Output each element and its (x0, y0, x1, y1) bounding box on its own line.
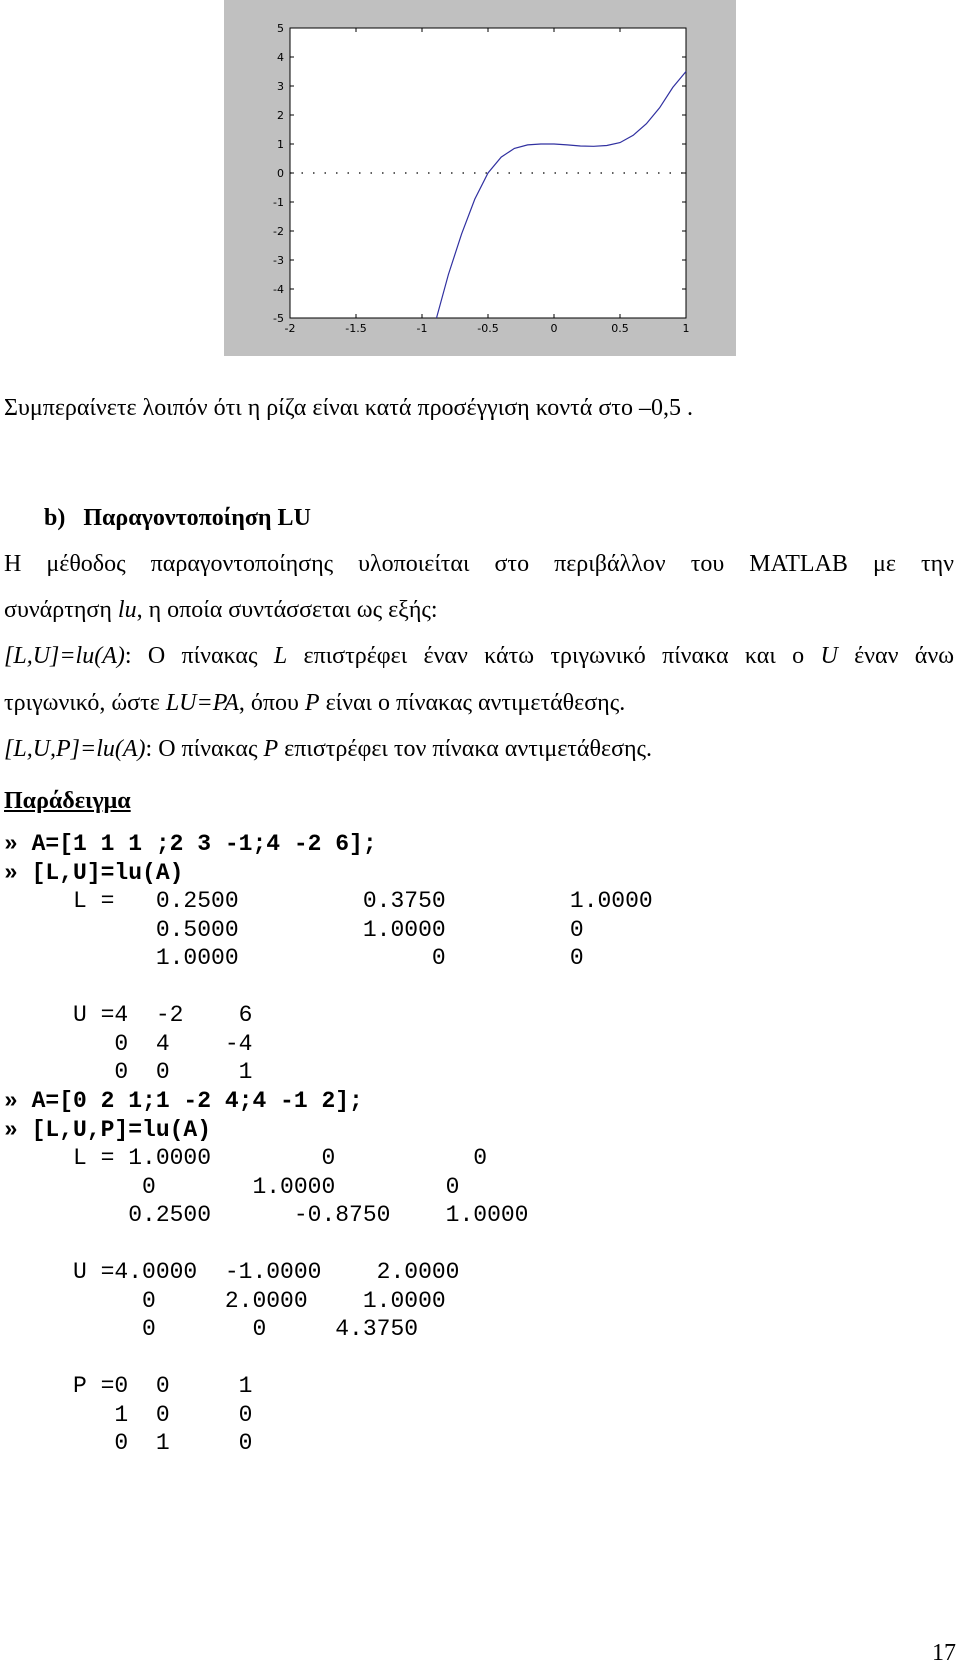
intro-2b: lu (117, 597, 137, 623)
y-tick-label: 5 (277, 22, 284, 35)
example-title: Παράδειγμα (4, 788, 131, 814)
intro-2c: , η οποία συντάσσεται ως εξής: (136, 597, 438, 623)
def1-b: : Ο πίνακας (124, 643, 274, 669)
y-tick-label: 3 (277, 80, 284, 93)
y-tick-label: 0 (277, 167, 284, 180)
y-tick-label: -5 (273, 312, 284, 325)
conclusion-text: Συμπεραίνετε λοιπόν ότι η ρίζα είναι κατά προσέγγιση κοντά στο –0,5 . (4, 395, 693, 421)
code-block-2 (4, 1087, 529, 1458)
def3-a: [L,U,P]=lu(A) (4, 736, 146, 762)
y-tick-label: 1 (277, 138, 284, 151)
output-lu: L = 0.2500 0.3750 1.0000 0.5000 1.0000 0 1.0000 0 0 U =4 -2 6 0 4 -4 0 0 1 (73, 888, 653, 1085)
x-tick-label: 1 (682, 322, 690, 335)
definition-line-1 (4, 637, 954, 675)
x-tick-label: -2 (284, 322, 296, 335)
def1-f: έναν άνω (837, 643, 955, 669)
x-tick-label: 0.5 (611, 322, 629, 335)
definition-line-2 (4, 684, 954, 722)
def3-d: επιστρέφει τον πίνακα αντιμετάθεσης. (278, 736, 653, 762)
section-label: b) (44, 505, 66, 531)
command-1: » A=[1 1 1 ;2 3 -1;4 -2 6]; (4, 831, 377, 857)
def2-b: LU=PA (165, 690, 239, 716)
def2-d: P (304, 690, 320, 716)
intro-line-1: Η μέθοδος παραγοντοποίησης υλοποιείται στο περιβάλλον του MATLAB με την (4, 551, 954, 577)
y-tick-label: -4 (273, 283, 284, 296)
command-4: » [L,U,P]=lu(A) (4, 1116, 212, 1143)
def3-b: : Ο πίνακας (145, 736, 264, 762)
x-tick-label: -1.5 (345, 322, 367, 335)
y-tick-label: -3 (273, 254, 284, 267)
x-tick-label: -0.5 (477, 322, 499, 335)
def2-c: , όπου (238, 690, 305, 716)
def1-a: [L,U]=lu(A) (4, 643, 125, 669)
output-lup: L = 1.0000 0 0 0 1.0000 0 0.2500 -0.8750 1.0000 U =4.0000 -1.0000 2.0000 0 2.0000 1.0000 0 0 4.3750 P =0 0 1 1 0 0 0 1 0 (73, 1145, 529, 1456)
page-number: 17 (932, 1640, 956, 1666)
intro-2a: συνάρτηση (4, 597, 118, 623)
def1-e: U (820, 643, 838, 669)
def1-d: επιστρέφει έναν κάτω τριγωνικό πίνακα και ο (287, 643, 821, 669)
section-heading (44, 499, 960, 537)
y-tick-label: 4 (277, 51, 284, 64)
def3-c: P (263, 736, 279, 762)
matlab-figure (224, 0, 736, 356)
y-tick-label: 2 (277, 109, 284, 122)
command-3: » A=[0 2 1;1 -2 4;4 -1 2]; (4, 1088, 363, 1114)
def2-a: τριγωνικό, ώστε (4, 690, 166, 716)
y-tick-label: -1 (273, 196, 284, 209)
section-title: Παραγοντοποίηση LU (83, 505, 311, 531)
def1-c: L (273, 643, 288, 669)
definition-line-3 (4, 730, 954, 768)
x-tick-label: 0 (550, 322, 558, 335)
code-block-1 (4, 830, 653, 1087)
y-tick-label: -2 (273, 225, 284, 238)
command-2: » [L,U]=lu(A) (4, 859, 184, 886)
intro-line-2 (4, 591, 954, 629)
function-plot (224, 0, 736, 356)
def2-e: είναι ο πίνακας αντιμετάθεσης. (319, 690, 626, 716)
x-tick-label: -1 (416, 322, 428, 335)
